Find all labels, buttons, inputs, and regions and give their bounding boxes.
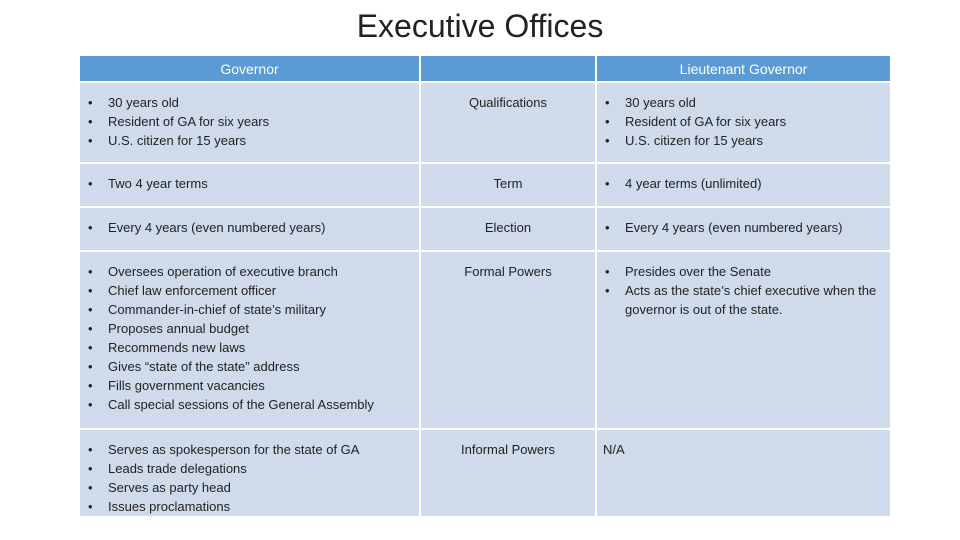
list-item: • Oversees operation of executive branch bbox=[80, 262, 419, 281]
page-title: Executive Offices bbox=[356, 8, 604, 44]
list-item: • Every 4 years (even numbered years) bbox=[597, 218, 890, 237]
category-cell: Qualifications bbox=[420, 82, 596, 163]
category-cell: Informal Powers bbox=[420, 429, 596, 517]
list-item: • Issues proclamations bbox=[80, 497, 419, 516]
lt-governor-cell bbox=[596, 207, 891, 251]
list-item: • Leads trade delegations bbox=[80, 459, 419, 478]
category-cell: Term bbox=[420, 163, 596, 207]
lt-governor-cell bbox=[596, 82, 891, 163]
header-row bbox=[79, 55, 891, 82]
list-item: • 30 years old bbox=[80, 93, 419, 112]
list-item: • Call special sessions of the General Assembly bbox=[80, 395, 419, 414]
header-governor: Governor bbox=[79, 55, 420, 82]
list-item: • Resident of GA for six years bbox=[80, 112, 419, 131]
lt-governor-cell bbox=[596, 251, 891, 429]
list-item: • U.S. citizen for 15 years bbox=[80, 131, 419, 150]
na-text: N/A bbox=[603, 442, 625, 457]
list-item: • 4 year terms (unlimited) bbox=[597, 174, 890, 193]
header-middle bbox=[420, 55, 596, 82]
list-item: • Gives “state of the state” address bbox=[80, 357, 419, 376]
list-item: • Presides over the Senate bbox=[597, 262, 890, 281]
lt-governor-cell bbox=[596, 429, 891, 517]
governor-cell bbox=[79, 163, 420, 207]
governor-cell bbox=[79, 429, 420, 517]
list-item: • U.S. citizen for 15 years bbox=[597, 131, 890, 150]
governor-cell bbox=[79, 82, 420, 163]
executive-offices-table bbox=[78, 54, 892, 518]
lt-governor-cell bbox=[596, 163, 891, 207]
list-item: • Acts as the state’s chief executive when the governor is out of the state. bbox=[597, 281, 890, 319]
list-item: • Commander-in-chief of state’s military bbox=[80, 300, 419, 319]
list-item: • Fills government vacancies bbox=[80, 376, 419, 395]
list-item: • Chief law enforcement officer bbox=[80, 281, 419, 300]
list-item: • Proposes annual budget bbox=[80, 319, 419, 338]
table-row bbox=[79, 251, 891, 429]
governor-cell bbox=[79, 251, 420, 429]
table-row bbox=[79, 163, 891, 207]
list-item: • Resident of GA for six years bbox=[597, 112, 890, 131]
header-lt-governor: Lieutenant Governor bbox=[596, 55, 891, 82]
governor-cell bbox=[79, 207, 420, 251]
list-item: • Serves as spokesperson for the state of GA bbox=[80, 440, 419, 459]
list-item: • Every 4 years (even numbered years) bbox=[80, 218, 419, 237]
list-item: • Recommends new laws bbox=[80, 338, 419, 357]
list-item: • 30 years old bbox=[597, 93, 890, 112]
category-cell: Election bbox=[420, 207, 596, 251]
table-row bbox=[79, 82, 891, 163]
table-row bbox=[79, 429, 891, 517]
category-cell: Formal Powers bbox=[420, 251, 596, 429]
list-item: • Serves as party head bbox=[80, 478, 419, 497]
table-row bbox=[79, 207, 891, 251]
list-item: • Two 4 year terms bbox=[80, 174, 419, 193]
